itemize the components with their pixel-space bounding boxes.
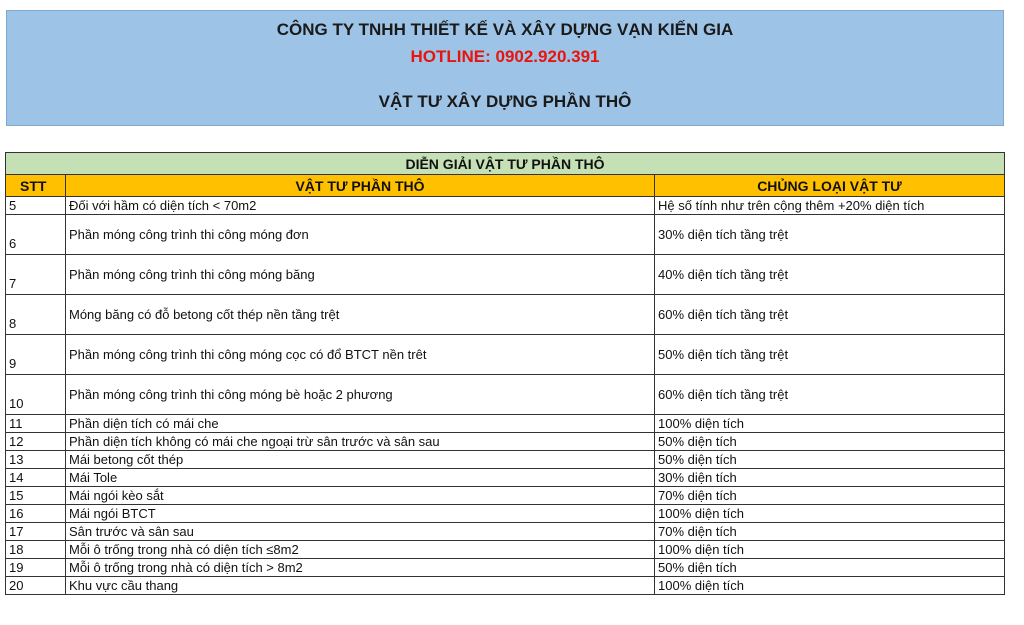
row-stt-cell: 12 — [6, 433, 66, 451]
row-material-cell: Mái ngói BTCT — [66, 505, 655, 523]
row-stt-cell: 20 — [6, 577, 66, 595]
row-type-cell: 70% diện tích — [655, 523, 1005, 541]
row-stt-cell: 14 — [6, 469, 66, 487]
row-stt-cell: 8 — [6, 295, 66, 335]
row-material-cell: Mái Tole — [66, 469, 655, 487]
row-stt-cell: 19 — [6, 559, 66, 577]
page-title: VẬT TƯ XÂY DỰNG PHẦN THÔ — [378, 92, 632, 111]
row-type-cell: 100% diện tích — [655, 541, 1005, 559]
table-title: DIỄN GIẢI VẬT TƯ PHẦN THÔ — [6, 153, 1005, 175]
row-stt-cell: 11 — [6, 415, 66, 433]
row-type-cell: 60% diện tích tầng trệt — [655, 295, 1005, 335]
row-stt-cell: 7 — [6, 255, 66, 295]
row-stt-cell: 10 — [6, 375, 66, 415]
row-material-cell: Khu vực cầu thang — [66, 577, 655, 595]
row-stt-cell: 16 — [6, 505, 66, 523]
row-type-cell: 60% diện tích tầng trệt — [655, 375, 1005, 415]
row-stt-cell: 13 — [6, 451, 66, 469]
row-material-cell: Mái ngói kèo sắt — [66, 487, 655, 505]
row-type-cell: 50% diện tích tầng trệt — [655, 335, 1005, 375]
row-material-cell: Phần móng công trình thi công móng bè hoặc 2 phương — [66, 375, 655, 415]
row-stt-cell: 9 — [6, 335, 66, 375]
row-stt-cell: 18 — [6, 541, 66, 559]
table-row — [6, 375, 1005, 415]
row-type-cell: Hệ số tính như trên cộng thêm +20% diện tích — [655, 197, 1005, 215]
column-header-stt: STT — [6, 175, 66, 197]
row-type-cell: 100% diện tích — [655, 415, 1005, 433]
table-row — [6, 215, 1005, 255]
table-row — [6, 415, 1005, 433]
row-type-cell: 30% diện tích tầng trệt — [655, 215, 1005, 255]
column-header-type: CHỦNG LOẠI VẬT TƯ — [655, 175, 1005, 197]
row-material-cell: Phần diện tích không có mái che ngoại trừ sân trước và sân sau — [66, 433, 655, 451]
table-row — [6, 505, 1005, 523]
row-type-cell: 50% diện tích — [655, 433, 1005, 451]
row-material-cell: Mỗi ô trống trong nhà có diện tích ≤8m2 — [66, 541, 655, 559]
table-row — [6, 451, 1005, 469]
row-stt-cell: 6 — [6, 215, 66, 255]
company-header — [6, 10, 1004, 126]
table-row — [6, 541, 1005, 559]
row-material-cell: Móng băng có đỗ betong cốt thép nền tầng trệt — [66, 295, 655, 335]
row-material-cell: Đối với hầm có diện tích < 70m2 — [66, 197, 655, 215]
row-type-cell: 100% diện tích — [655, 505, 1005, 523]
row-type-cell: 40% diện tích tầng trệt — [655, 255, 1005, 295]
row-type-cell: 50% diện tích — [655, 451, 1005, 469]
table-row — [6, 295, 1005, 335]
table-row — [6, 197, 1005, 215]
column-header-material: VẬT TƯ PHẦN THÔ — [66, 175, 655, 197]
row-type-cell: 100% diện tích — [655, 577, 1005, 595]
row-material-cell: Phần móng công trình thi công móng cọc có đổ BTCT nền trêt — [66, 335, 655, 375]
row-material-cell: Mái betong cốt thép — [66, 451, 655, 469]
company-name: CÔNG TY TNHH THIẾT KẾ VÀ XÂY DỰNG VẠN KIẾN GIA — [276, 20, 734, 39]
row-stt-cell: 5 — [6, 197, 66, 215]
materials-table — [5, 152, 1005, 595]
row-type-cell: 50% diện tích — [655, 559, 1005, 577]
row-material-cell: Phần móng công trình thi công móng đơn — [66, 215, 655, 255]
table-row — [6, 577, 1005, 595]
row-type-cell: 30% diện tích — [655, 469, 1005, 487]
table-row — [6, 523, 1005, 541]
table-row — [6, 559, 1005, 577]
row-stt-cell: 15 — [6, 487, 66, 505]
table-row — [6, 469, 1005, 487]
row-material-cell: Sân trước và sân sau — [66, 523, 655, 541]
table-row — [6, 487, 1005, 505]
table-row — [6, 335, 1005, 375]
row-material-cell: Phần móng công trình thi công móng băng — [66, 255, 655, 295]
row-material-cell: Mỗi ô trống trong nhà có diện tích > 8m2 — [66, 559, 655, 577]
row-material-cell: Phần diện tích có mái che — [66, 415, 655, 433]
table-row — [6, 255, 1005, 295]
hotline-text[interactable]: HOTLINE: 0902.920.391 — [410, 47, 600, 66]
row-type-cell: 70% diện tích — [655, 487, 1005, 505]
row-stt-cell: 17 — [6, 523, 66, 541]
table-row — [6, 433, 1005, 451]
